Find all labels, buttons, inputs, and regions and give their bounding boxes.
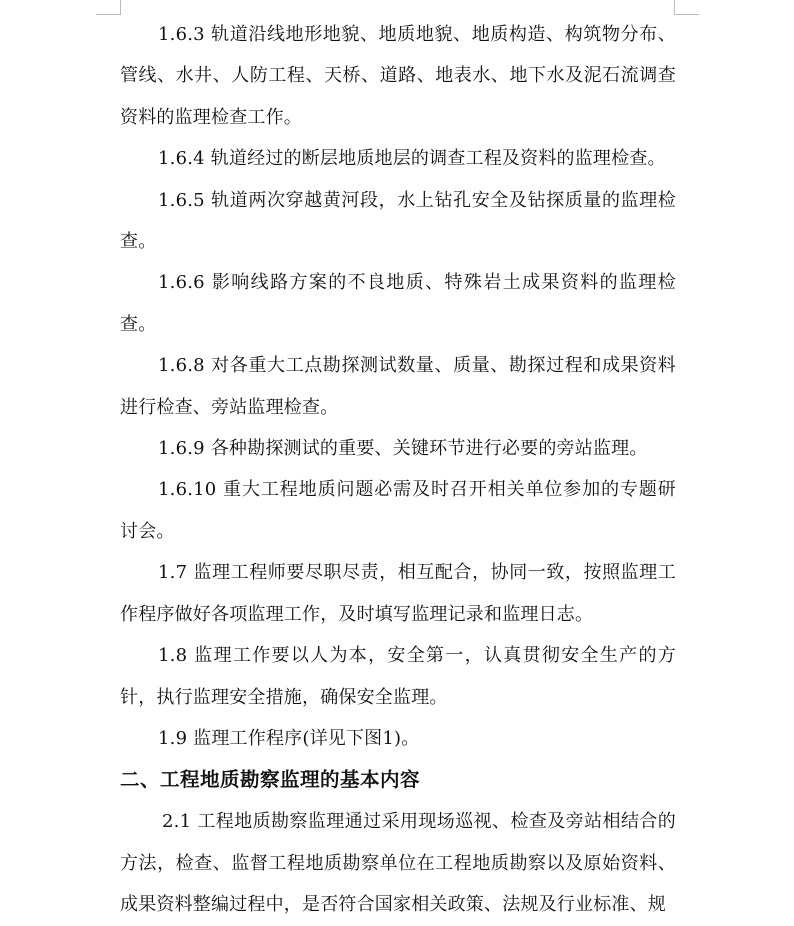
page-corner-mark-left xyxy=(96,0,121,15)
paragraph-1-6-10: 1.6.10 重大工程地质问题必需及时召开相关单位参加的专题研讨会。 xyxy=(120,479,676,542)
paragraph-1-6-9: 1.6.9 各种勘探测试的重要、关键环节进行必要的旁站监理。 xyxy=(158,438,648,460)
paragraph-1-9: 1.9 监理工作程序(详见下图1)。 xyxy=(158,727,420,749)
paragraph-1-6-4: 1.6.4 轨道经过的断层地质地层的调查工程及资料的监理检查。 xyxy=(158,148,666,170)
paragraph-1-7: 1.7 监理工程师要尽职尽责，相互配合，协同一致，按照监理工作程序做好各项监理工作，及时填写监理记录和监理日志。 xyxy=(120,562,676,625)
paragraph-2-1: 2.1 工程地质勘察监理通过采用现场巡视、检查及旁站相结合的方法，检查、监督工程地质勘察单位在工程地质勘察以及原始资料、成果资料整编过程中，是否符合国家相关政策、法规及行业标准、规 xyxy=(120,811,676,916)
document-page xyxy=(120,14,676,926)
paragraph-1-6-3: 1.6.3 轨道沿线地形地貌、地质地貌、地质构造、构筑物分布、管线、水井、人防工程、天桥、道路、地表水、地下水及泥石流调查资料的监理检查工作。 xyxy=(120,24,676,128)
paragraph-1-6-5: 1.6.5 轨道两次穿越黄河段，水上钻孔安全及钻探质量的监理检查。 xyxy=(120,189,676,253)
paragraph-1-8: 1.8 监理工作要以人为本，安全第一，认真贯彻安全生产的方针，执行监理安全措施，确保安全监理。 xyxy=(120,645,676,708)
paragraph-1-6-6: 1.6.6 影响线路方案的不良地质、特殊岩土成果资料的监理检查。 xyxy=(120,272,676,335)
section-heading: 二、工程地质勘察监理的基本内容 xyxy=(120,768,421,792)
paragraph-1-6-8: 1.6.8 对各重大工点勘探测试数量、质量、勘探过程和成果资料进行检查、旁站监理检查。 xyxy=(120,355,676,418)
page-corner-mark-right xyxy=(674,0,699,15)
